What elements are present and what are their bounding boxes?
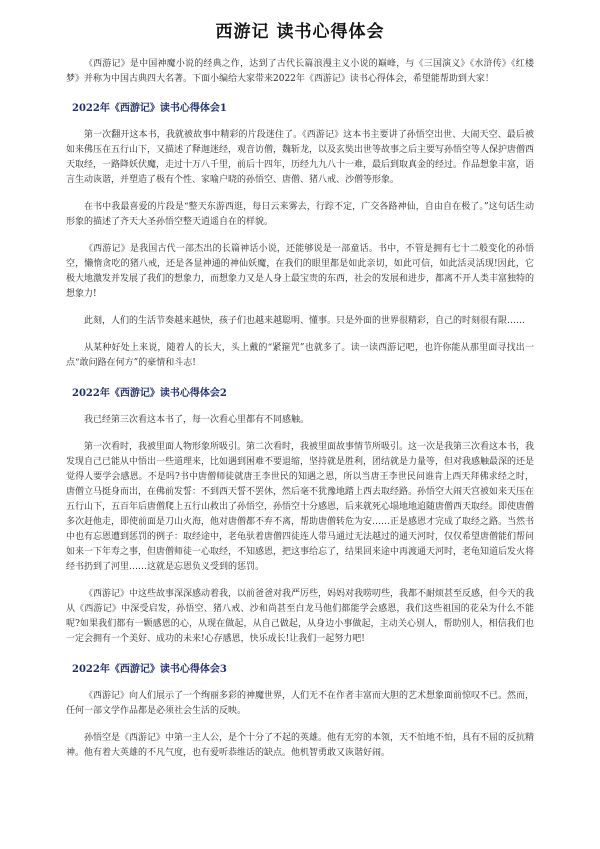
paragraph: 《西游记》中这些故事深深感动着我，以前爸爸对我严厉些，妈妈对我唠叨些，我都不耐烦甚至反感，但今天的我从《西游记》中深受启发，孙悟空、猪八戒、沙和尚甚至白龙马他们都能学会感恩，我们这些祖国的花朵为什么不能呢?如果我们都有一颗感恩的心，从现在做起，从自己做起，从身边小事做起，主动关心别人，帮助别人，相信我们也一定会拥有一个美好、成功的未来!心存感恩，快乐成长!让我们一起努力吧! <box>66 589 535 644</box>
paragraph: 《西游记》是我国古代一部杰出的长篇神话小说，还能够说是一部童话。书中，不管是拥有七十二般变化的孙悟空，懒惰贪吃的猪八戒，还是各显神通的神仙妖魔，在我们的眼里都是如此亲切，如此可信，如此活灵活现!因此，它极大地激发并发展了我们的想象力，而想象力又是人身上最宝贵的东西，社会的发展和进步，都离不开人类丰富独特的想象力! <box>66 244 535 299</box>
section-heading: 2022年《西游记》读书心得体会1 <box>72 103 227 114</box>
document-title: 西游记 读书心得体会 <box>215 22 385 42</box>
section-3 <box>66 662 534 761</box>
paragraph: 第一次翻开这本书，我就被故事中精彩的片段迷住了。《西游记》这本书主要讲了孙悟空出世、大闹天空、最后被如来佛压在五行山下，又描述了释迦迷经，观音访僧，魏斩龙，以及玄奘出世等故事之后主要写孙悟空等人保护唐僧西天取经，一路降妖伏魔，走过十万八千里，前后十四年，历经九九八十一难，最后到取真金的经过。作品想象丰富，语言生动诙谐，并塑造了极有个性、家喻户晓的孙悟空、唐僧、猪八戒、沙僧等形象。 <box>66 130 535 185</box>
paragraph: 从某种好处上来说，随着人的长大，头上戴的“紧箍咒”也就多了。读一读西游记吧，也许你能从那里面寻找出一点“敢问路在何方”的豪情和斗志! <box>66 343 534 368</box>
paragraph: 在书中我最喜爱的片段是“整天东游西逛，每日云来雾去，行踪不定，广交各路神仙，自由自在极了。”这句话生动形象的描述了齐天大圣孙悟空整天逍遥自在的样貌。 <box>66 202 534 227</box>
section-heading: 2022年《西游记》读书心得体会2 <box>72 388 227 399</box>
paragraph: 我已经第三次看这本书了，每一次看心里都有不同感触。 <box>84 415 310 425</box>
section-1 <box>66 101 534 371</box>
paragraph: 孙悟空是《西游记》中第一主人公，是个十分了不起的英雄。他有无穷的本领，天不怕地不怕，具有不屈的反抗精神。他有着大英雄的不凡气度，也有爱听恭维话的缺点。他机智勇敢又诙谐好闹。 <box>66 733 535 758</box>
paragraph: 《西游记》向人们展示了一个绚丽多彩的神魔世界，人们无不在作者丰富而大胆的艺术想象面前惊叹不已。然而，任何一部文学作品都是必须社会生活的反映。 <box>66 691 535 716</box>
section-2 <box>66 386 534 647</box>
intro-paragraph: 《西游记》是中国神魔小说的经典之作，达到了古代长篇浪漫主义小说的巅峰，与《三国演义》《水浒传》《红楼梦》并称为中国古典四大名著。下面小编给大家带来2022年《西游记》读书心得体会，希望能帮助到大家！ <box>66 59 534 84</box>
paragraph: 此刻，人们的生活节奏越来越快，孩子们也越来越聪明、懂事。只是外面的世界很精彩，自己的时刻很有限…… <box>84 316 526 326</box>
section-heading: 2022年《西游记》读书心得体会3 <box>72 664 227 675</box>
paragraph: 第一次看时，我被里面人物形象所吸引。第二次看时，我被里面故事情节所吸引。这一次是我第三次看这本书，我发现自己已能从中悟出一些道理来，比如遇到困难不要退缩，坚持就是胜利，团结就是力量等，但对我感触最深的还是觉得人要学会感恩。不是吗?书中唐僧师徒就唐王李世民的知遇之恩，所以当唐王李世民问谁肯上西天拜佛求经之时，唐僧立马挺身而出，在佛前发誓：不到西天誓不罢休，然后毫不犹豫地踏上西去取经路。孙悟空大闹天宫被如来天压在五行山下，五百年后唐僧爬上五行山救出了孙悟空，孙悟空十分感恩，后来就死心塌地地追随唐僧西天取经。即使唐僧多次赶他走，即使前面是刀山火海，他对唐僧都不弃不离，帮助唐僧转危为安……正是感恩才完成了取经之路。当然书中也有忘恩遭到惩罚的例子：取经途中，老龟驮着唐僧四徒连人带马通过无法越过的通天河时，仅仅希望唐僧能们帮问如来一下年寿之事，但唐僧师徒一心取经，不知感恩，把这事给忘了，结果回来途中再渡通天河时，老龟知道后发火将经书扔到了河里……这就是忘恩负义受到的惩罚。 <box>66 442 535 572</box>
